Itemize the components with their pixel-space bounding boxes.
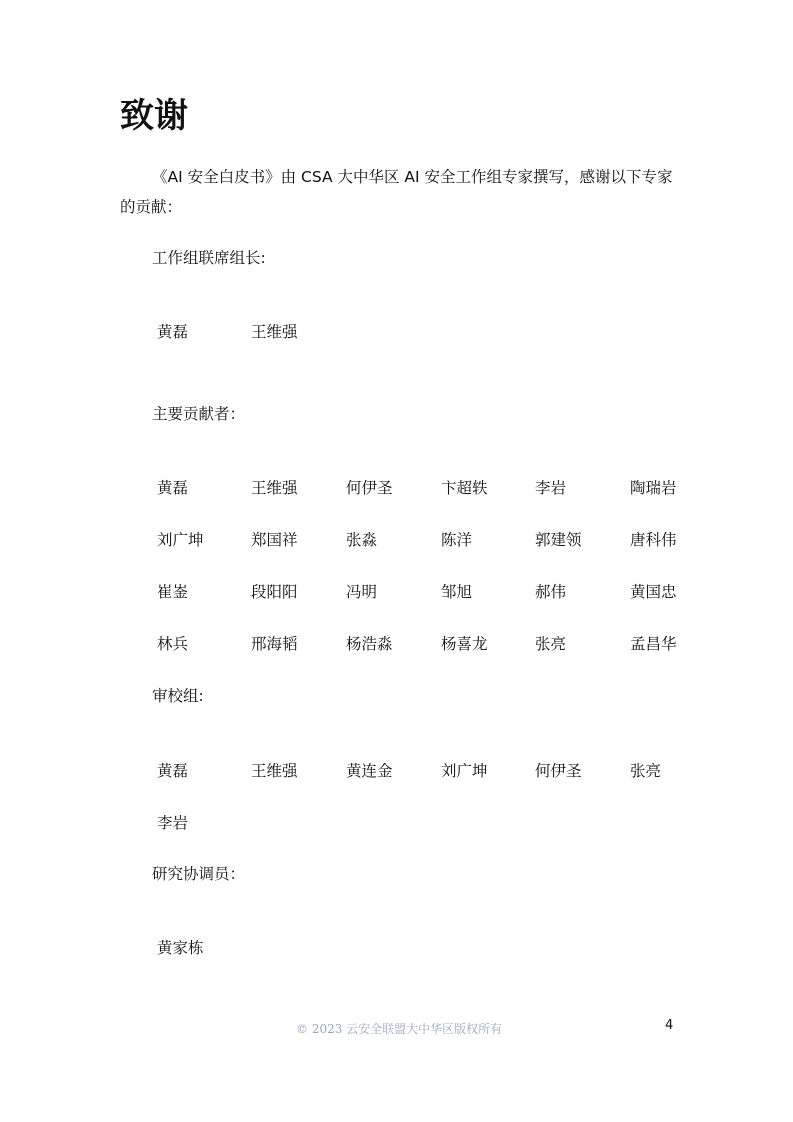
section-label-contributors: 主要贡献者： bbox=[152, 405, 246, 423]
intro-text: 《AI 安全白皮书》由 CSA 大中华区 AI 安全工作组专家撰写，感谢以下专家的贡献： bbox=[120, 168, 673, 216]
name-reviewer: 王维强 bbox=[251, 762, 298, 780]
name-reviewer: 张亮 bbox=[630, 762, 662, 780]
section-label-coordinator: 研究协调员： bbox=[152, 865, 246, 883]
name-contributor: 杨浩淼 bbox=[346, 635, 393, 653]
name-contributor: 黄磊 bbox=[157, 479, 189, 497]
name-contributor: 郑国祥 bbox=[251, 531, 298, 549]
name-contributor: 林兵 bbox=[157, 635, 189, 653]
name-contributor: 张淼 bbox=[346, 531, 378, 549]
intro-paragraph bbox=[120, 162, 680, 222]
name-reviewer: 何伊圣 bbox=[535, 762, 582, 780]
name-contributor: 何伊圣 bbox=[346, 479, 393, 497]
name-co-lead: 王维强 bbox=[251, 323, 298, 341]
name-reviewer: 黄磊 bbox=[157, 762, 189, 780]
name-contributor: 段阳阳 bbox=[251, 583, 298, 601]
section-label-co-leads: 工作组联席组长: bbox=[152, 249, 266, 267]
name-reviewer: 黄连金 bbox=[346, 762, 393, 780]
name-contributor: 唐科伟 bbox=[630, 531, 677, 549]
page-number: 4 bbox=[665, 1018, 674, 1033]
name-contributor: 杨喜龙 bbox=[441, 635, 488, 653]
name-reviewer: 刘广坤 bbox=[441, 762, 488, 780]
section-label-reviewers: 审校组: bbox=[152, 687, 204, 705]
name-contributor: 郝伟 bbox=[535, 583, 567, 601]
name-contributor: 陈洋 bbox=[441, 531, 473, 549]
name-contributor: 王维强 bbox=[251, 479, 298, 497]
name-contributor: 邢海韬 bbox=[251, 635, 298, 653]
copyright-footer: © 2023 云安全联盟大中华区版权所有 bbox=[296, 1022, 503, 1036]
name-contributor: 陶瑞岩 bbox=[630, 479, 677, 497]
page-title: 致谢 bbox=[120, 96, 188, 136]
name-contributor: 张亮 bbox=[535, 635, 567, 653]
name-contributor: 邹旭 bbox=[441, 583, 473, 601]
name-contributor: 刘广坤 bbox=[157, 531, 204, 549]
name-contributor: 郭建领 bbox=[535, 531, 582, 549]
name-reviewer: 李岩 bbox=[157, 814, 189, 832]
name-contributor: 黄国忠 bbox=[630, 583, 677, 601]
name-coordinator: 黄家栋 bbox=[157, 939, 204, 957]
name-contributor: 崔崟 bbox=[157, 583, 189, 601]
name-contributor: 李岩 bbox=[535, 479, 567, 497]
name-co-lead: 黄磊 bbox=[157, 323, 189, 341]
name-contributor: 冯明 bbox=[346, 583, 378, 601]
name-contributor: 孟昌华 bbox=[630, 635, 677, 653]
name-contributor: 卞超轶 bbox=[441, 479, 488, 497]
